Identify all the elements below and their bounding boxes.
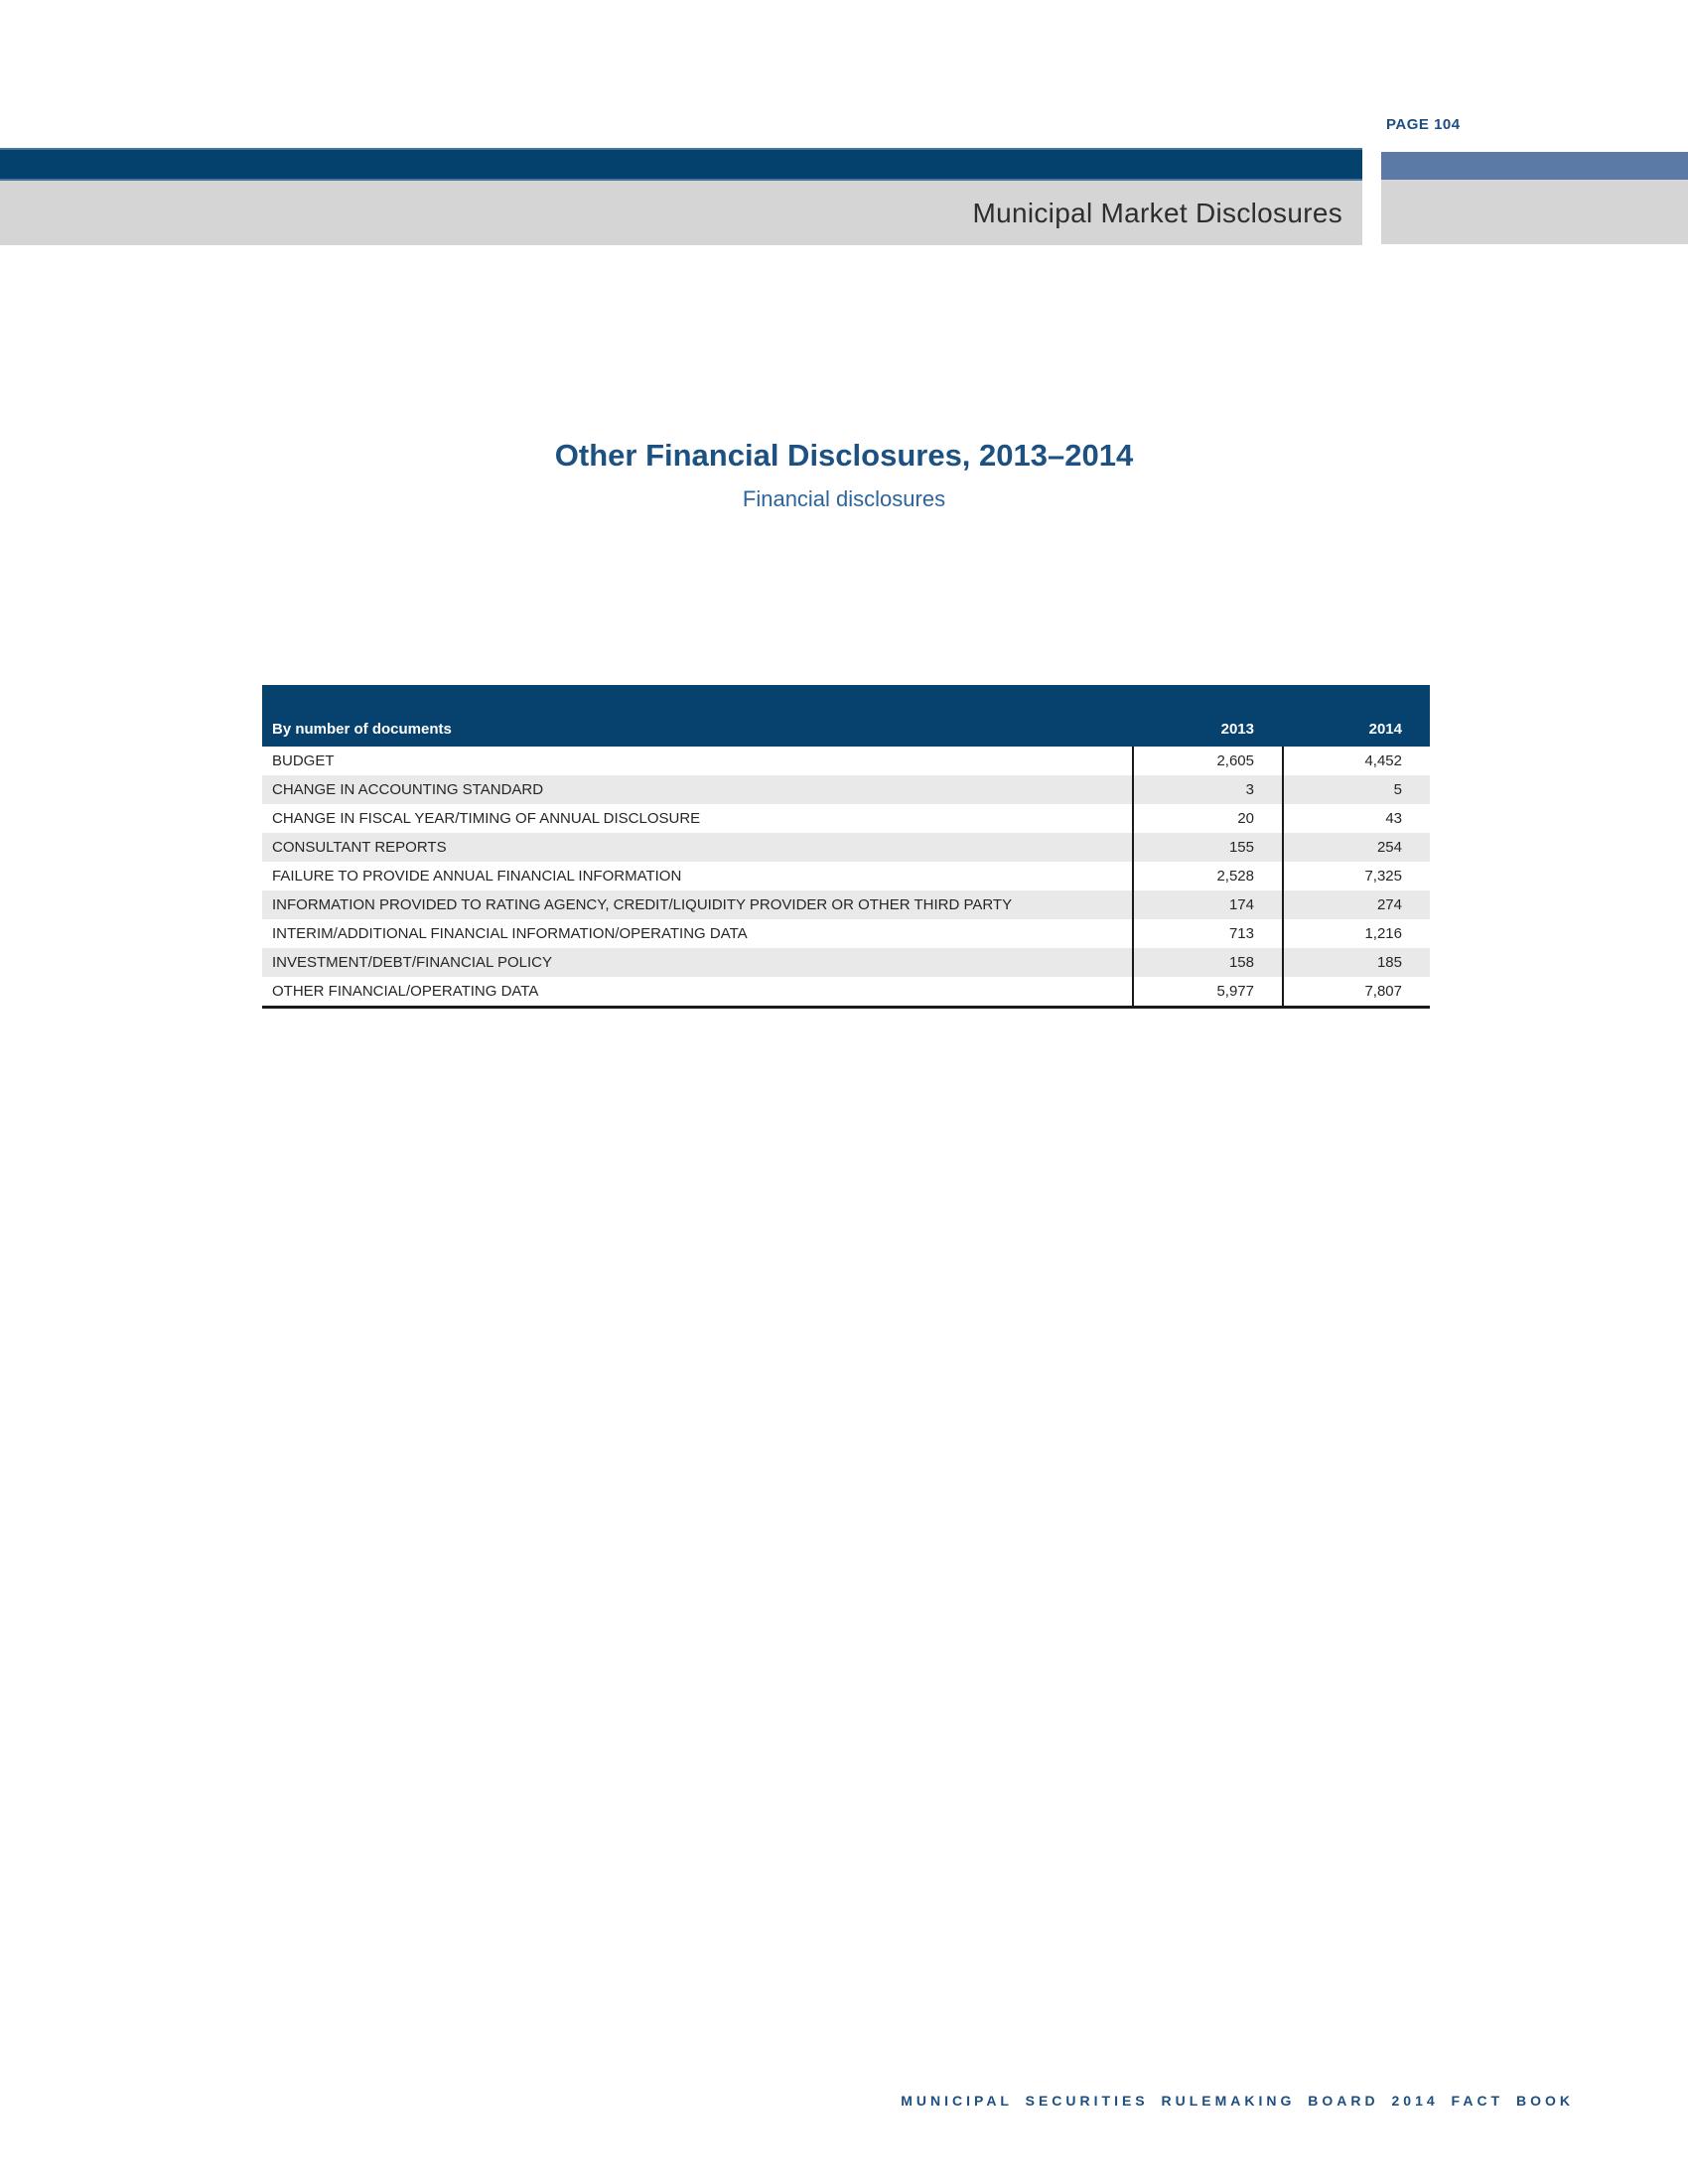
- value-2014: 7,807: [1282, 977, 1430, 1006]
- value-2013: 5,977: [1132, 977, 1282, 1006]
- row-label: OTHER FINANCIAL/OPERATING DATA: [272, 983, 539, 1000]
- value-2014: 254: [1282, 833, 1430, 862]
- header-accent-bar: [1381, 152, 1688, 180]
- header-side-gray-block: [1381, 180, 1688, 244]
- row-label: FAILURE TO PROVIDE ANNUAL FINANCIAL INFORMATION: [272, 868, 682, 885]
- row-label: CHANGE IN FISCAL YEAR/TIMING OF ANNUAL DISCLOSURE: [272, 810, 701, 827]
- section-title: Municipal Market Disclosures: [972, 197, 1342, 228]
- value-2013: 713: [1132, 919, 1282, 948]
- value-2014: 43: [1282, 804, 1430, 833]
- header-navy-bar: [0, 148, 1362, 181]
- table-row: [262, 833, 1430, 862]
- table-row: [262, 775, 1430, 804]
- footer-text: MUNICIPAL SECURITIES RULEMAKING BOARD 2014 FACT BOOK: [901, 2093, 1574, 2109]
- value-2014: 274: [1282, 890, 1430, 919]
- column-header-2014: 2014: [1368, 721, 1402, 738]
- value-2013: 3: [1132, 775, 1282, 804]
- table-body: [262, 747, 1430, 1006]
- value-2014: 7,325: [1282, 862, 1430, 890]
- row-label: BUDGET: [272, 752, 335, 769]
- value-2013: 20: [1132, 804, 1282, 833]
- table-row: [262, 804, 1430, 833]
- column-header-2013: 2013: [1220, 721, 1254, 738]
- value-2013: 158: [1132, 948, 1282, 977]
- value-2013: 2,605: [1132, 747, 1282, 775]
- table-row: [262, 862, 1430, 890]
- table-header-row: [262, 685, 1430, 747]
- table-row: [262, 890, 1430, 919]
- row-label: CONSULTANT REPORTS: [272, 839, 447, 856]
- value-2013: 174: [1132, 890, 1282, 919]
- row-label: INVESTMENT/DEBT/FINANCIAL POLICY: [272, 954, 552, 971]
- value-2014: 185: [1282, 948, 1430, 977]
- column-header-documents: By number of documents: [272, 721, 452, 738]
- row-label: CHANGE IN ACCOUNTING STANDARD: [272, 781, 544, 798]
- value-2014: 4,452: [1282, 747, 1430, 775]
- table-row: [262, 948, 1430, 977]
- table-row: [262, 747, 1430, 775]
- report-subtitle: Financial disclosures: [742, 486, 946, 511]
- table-row: [262, 919, 1430, 948]
- row-label: INTERIM/ADDITIONAL FINANCIAL INFORMATION/OPERATING DATA: [272, 925, 748, 942]
- value-2014: 1,216: [1282, 919, 1430, 948]
- page-number: PAGE 104: [1386, 116, 1461, 133]
- value-2013: 155: [1132, 833, 1282, 862]
- header-gray-band: [0, 181, 1362, 245]
- table-row: [262, 977, 1430, 1006]
- disclosures-table: [262, 685, 1430, 1009]
- row-label: INFORMATION PROVIDED TO RATING AGENCY, CREDIT/LIQUIDITY PROVIDER OR OTHER THIRD PARTY: [272, 896, 1013, 913]
- value-2013: 2,528: [1132, 862, 1282, 890]
- report-title: Other Financial Disclosures, 2013–2014: [554, 438, 1134, 473]
- value-2014: 5: [1282, 775, 1430, 804]
